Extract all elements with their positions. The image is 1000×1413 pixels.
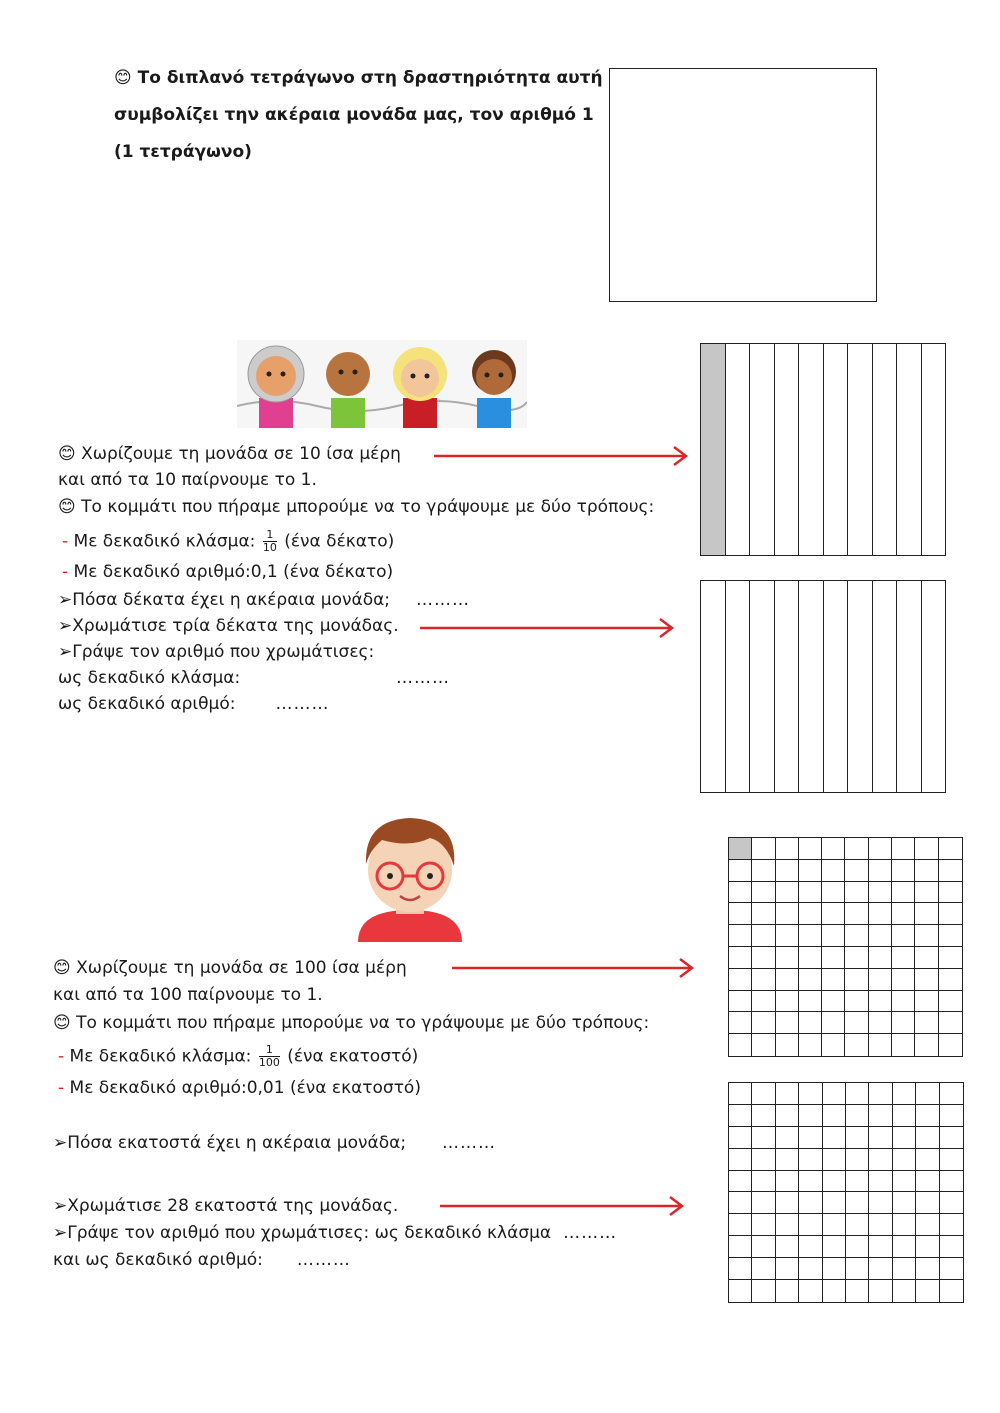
hundredth-cell [939,860,962,882]
hundredth-cell [939,925,962,947]
hundredth-cell[interactable] [799,1258,822,1280]
intro-line-3: (1 τετράγωνο) [114,142,252,162]
hundredth-cell [939,838,962,860]
hundredth-cell[interactable] [940,1236,963,1258]
hundredth-cell[interactable] [799,1214,822,1236]
hundredth-cell[interactable] [729,1280,752,1302]
hundredth-cell[interactable] [823,1171,846,1193]
hundredth-cell[interactable] [823,1214,846,1236]
hundredth-cell[interactable] [893,1105,916,1127]
hundredth-cell [845,838,868,860]
intro-line-2: συμβολίζει την ακέραια μονάδα μας, τον αριθμό 1 [114,105,594,125]
answer-blank: ……… [396,668,450,688]
hundredth-cell [822,1034,845,1056]
hundredth-cell[interactable] [916,1192,939,1214]
hundredth-cell[interactable] [776,1192,799,1214]
tenth-strip [824,344,849,555]
hundredth-cell [752,882,775,904]
hundredth-cell[interactable] [823,1105,846,1127]
hundredth-cell [799,991,822,1013]
hundredth-cell[interactable] [823,1149,846,1171]
tenth-strip [750,344,775,555]
hundredth-cell [939,882,962,904]
hundredth-cell[interactable] [940,1258,963,1280]
hundredth-cell[interactable] [916,1127,939,1149]
hundredth-cell[interactable] [940,1149,963,1171]
hundredth-cell [776,903,799,925]
hundredths-model-example [728,837,963,1057]
hundredth-cell[interactable] [916,1214,939,1236]
fraction-one-tenth: $\frac{1}{10}$ [262,528,277,554]
hundredth-cell[interactable] [916,1083,939,1105]
hundredth-cell [845,925,868,947]
hundredth-cell[interactable] [799,1127,822,1149]
hundredth-cell [776,1034,799,1056]
intro-line-1: 😊 Το διπλανό τετράγωνο στη δραστηριότητα αυτή [114,68,603,88]
hundredth-cell [845,903,868,925]
hundredths-model-exercise[interactable] [728,1082,964,1303]
hundredth-cell [799,1012,822,1034]
hundredth-cell [729,947,752,969]
boy-illustration [338,812,482,942]
hundredth-cell [729,969,752,991]
tenth-strip[interactable] [750,581,775,792]
tenth-strip[interactable] [726,581,751,792]
dash: - [58,1078,65,1098]
hundredth-cell [869,991,892,1013]
hundredth-cell [776,969,799,991]
hundredth-cell [752,838,775,860]
hundredth-cell[interactable] [846,1083,869,1105]
tenths-model-example [700,343,946,556]
hundredth-cell[interactable] [869,1192,892,1214]
hundredth-cell[interactable] [940,1171,963,1193]
hundredth-cell[interactable] [893,1280,916,1302]
hundredth-cell [822,925,845,947]
hundredth-cell[interactable] [916,1280,939,1302]
hundredth-cell [776,838,799,860]
hundredth-cell [892,838,915,860]
hundredth-cell[interactable] [893,1214,916,1236]
tenths-split-line-2: και από τα 10 παίρνουμε το 1. [58,470,317,490]
tenths-ways: 😊 Το κομμάτι που πήραμε μπορούμε να το γράψουμε με δύο τρόπους: [58,497,655,517]
fraction-name: (ένα δέκατο) [284,531,395,552]
hundredth-cell [869,1034,892,1056]
hundredth-cell [822,1012,845,1034]
hundredth-cell[interactable] [776,1214,799,1236]
hundredth-cell [892,947,915,969]
hundredth-cell [776,1012,799,1034]
hundredth-cell [729,860,752,882]
hundredth-cell[interactable] [776,1258,799,1280]
arrow-to-hundredths-example [452,959,692,977]
tenths-question-3: ➢Γράψε τον αριθμό που χρωμάτισες: [58,642,375,662]
hundredth-cell [869,947,892,969]
dash: - [62,562,69,582]
hundredth-cell[interactable] [752,1083,775,1105]
hundredth-cell [822,903,845,925]
decimal-label: Με δεκαδικό αριθμό:0,1 (ένα δέκατο) [73,562,394,582]
hundredth-cell [776,882,799,904]
tenths-as-fraction: ως δεκαδικό κλάσμα: ……… [58,668,450,688]
hundredth-cell [939,947,962,969]
hundredth-cell [799,882,822,904]
hundredth-cell[interactable] [799,1105,822,1127]
hundredth-cell[interactable] [940,1127,963,1149]
tenth-strip [848,344,873,555]
tenth-strip[interactable] [799,581,824,792]
hundredth-cell[interactable] [776,1280,799,1302]
hundredth-cell [892,882,915,904]
hundredth-cell[interactable] [916,1149,939,1171]
hundredth-cell[interactable] [940,1214,963,1236]
hundredths-ways: 😊 Το κομμάτι που πήραμε μπορούμε να το γράψουμε με δύο τρόπους: [53,1013,650,1033]
hundredth-cell [845,947,868,969]
hundredth-cell[interactable] [916,1236,939,1258]
hundredth-cell [776,925,799,947]
hundredth-cell [845,991,868,1013]
hundredth-cell [752,969,775,991]
hundredth-cell [799,903,822,925]
hundredth-cell [845,969,868,991]
fraction-label: Με δεκαδικό κλάσμα: [73,531,256,552]
tenth-strip[interactable] [922,581,946,792]
hundredth-cell[interactable] [823,1236,846,1258]
hundredth-cell [915,925,938,947]
hundredth-cell[interactable] [729,1083,752,1105]
hundredth-cell[interactable] [729,1236,752,1258]
hundredth-cell[interactable] [846,1258,869,1280]
hundredth-cell [776,947,799,969]
hundredth-cell [939,1034,962,1056]
hundredth-cell [845,882,868,904]
hundredth-cell [822,947,845,969]
hundredth-cell[interactable] [893,1171,916,1193]
tenth-strip [897,344,922,555]
hundredth-cell [939,969,962,991]
hundredth-cell[interactable] [940,1105,963,1127]
hundredth-cell [892,903,915,925]
hundredth-cell[interactable] [729,1149,752,1171]
fraction-one-hundredth: $\frac{1}{100}$ [258,1043,280,1069]
answer-blank: ……… [442,1133,497,1153]
hundredth-cell[interactable] [846,1236,869,1258]
hundredth-cell[interactable] [940,1192,963,1214]
tenth-strip[interactable] [824,581,849,792]
hundredth-cell[interactable] [776,1171,799,1193]
hundredth-cell [869,1012,892,1034]
hundredth-cell [915,903,938,925]
hundredth-cell [822,991,845,1013]
dash: - [62,531,69,552]
hundredth-cell[interactable] [799,1280,822,1302]
hundredth-cell[interactable] [823,1258,846,1280]
hundredths-as-decimal: και ως δεκαδικό αριθμό: ……… [53,1250,351,1270]
hundredth-cell [845,1012,868,1034]
hundredth-cell[interactable] [869,1105,892,1127]
hundredth-cell[interactable] [846,1127,869,1149]
hundredth-cell [729,903,752,925]
hundredth-cell[interactable] [940,1280,963,1302]
hundredth-cell [915,991,938,1013]
tenth-strip [775,344,800,555]
hundredth-cell [799,925,822,947]
tenth-strip[interactable] [701,581,726,792]
hundredth-cell[interactable] [729,1192,752,1214]
hundredths-split-line-2: και από τα 100 παίρνουμε το 1. [53,985,323,1005]
hundredth-cell [869,838,892,860]
hundredth-cell [915,882,938,904]
hundredths-fraction-line [58,1044,418,1069]
unit-square [609,68,877,302]
hundredth-cell [869,903,892,925]
hundredth-cell [915,1034,938,1056]
hundredth-cell [752,1012,775,1034]
hundredth-cell[interactable] [893,1149,916,1171]
tenth-strip [726,344,751,555]
hundredths-question-1: ➢Πόσα εκατοστά έχει η ακέραια μονάδα; ……… [53,1133,497,1153]
hundredth-cell[interactable] [940,1083,963,1105]
hundredth-cell [869,925,892,947]
hundredth-cell [845,1034,868,1056]
hundredths-split-line-1: 😊 Χωρίζουμε τη μονάδα σε 100 ίσα μέρη [53,958,407,978]
hundredth-cell[interactable] [869,1149,892,1171]
arrow-to-tenths-example [434,447,686,465]
hundredth-cell [915,947,938,969]
hundredth-cell [822,860,845,882]
hundredth-cell [776,860,799,882]
decimal-label: Με δεκαδικό αριθμό:0,01 (ένα εκατοστό) [69,1078,421,1098]
hundredth-cell[interactable] [823,1083,846,1105]
hundredth-cell[interactable] [916,1258,939,1280]
tenths-question-1: ➢Πόσα δέκατα έχει η ακέραια μονάδα; ……… [58,590,471,610]
hundredth-cell[interactable] [752,1127,775,1149]
hundredth-cell [752,947,775,969]
hundredth-cell [869,860,892,882]
hundredth-cell [799,1034,822,1056]
dash: - [58,1046,65,1067]
hundredth-cell [752,1034,775,1056]
hundredth-cell[interactable] [869,1236,892,1258]
hundredth-cell [822,969,845,991]
hundredth-cell [939,1012,962,1034]
answer-blank: ……… [275,694,330,714]
hundredth-cell [752,903,775,925]
tenths-fraction-line [62,529,394,554]
hundredth-cell[interactable] [846,1105,869,1127]
hundredth-cell[interactable] [893,1236,916,1258]
hundredth-cell[interactable] [846,1192,869,1214]
tenth-strip [873,344,898,555]
tenths-model-exercise[interactable] [700,580,946,793]
children-illustration [237,340,527,428]
hundredth-cell[interactable] [729,1127,752,1149]
fraction-name: (ένα εκατοστό) [287,1046,419,1067]
hundredth-cell [892,1034,915,1056]
hundredth-cell[interactable] [869,1083,892,1105]
arrow-to-hundredths-exercise [440,1197,682,1215]
hundredth-cell [799,860,822,882]
hundredths-question-2: ➢Χρωμάτισε 28 εκατοστά της μονάδας. [53,1196,399,1216]
hundredth-cell[interactable] [869,1127,892,1149]
hundredth-cell[interactable] [823,1127,846,1149]
answer-blank: ……… [416,590,471,610]
tenths-question-2: ➢Χρωμάτισε τρία δέκατα της μονάδας. [58,616,399,636]
hundredth-cell [799,838,822,860]
hundredth-cell[interactable] [869,1214,892,1236]
hundredth-cell [729,1034,752,1056]
hundredth-cell [799,947,822,969]
hundredth-cell [752,860,775,882]
hundredth-cell [822,882,845,904]
hundredth-cell[interactable] [893,1083,916,1105]
hundredth-cell[interactable] [776,1083,799,1105]
hundredth-cell [892,925,915,947]
hundredth-cell[interactable] [799,1083,822,1105]
hundredth-cell[interactable] [776,1149,799,1171]
hundredth-cell[interactable] [893,1258,916,1280]
hundredth-cell [729,1012,752,1034]
hundredth-cell[interactable] [869,1171,892,1193]
hundredth-cell [776,991,799,1013]
hundredth-cell[interactable] [729,1105,752,1127]
hundredth-cell[interactable] [799,1149,822,1171]
hundredth-cell[interactable] [729,1171,752,1193]
hundredth-cell[interactable] [846,1214,869,1236]
hundredth-cell[interactable] [846,1171,869,1193]
tenth-strip [701,344,726,555]
hundredth-cell[interactable] [823,1192,846,1214]
hundredth-cell [892,969,915,991]
hundredth-cell [729,838,752,860]
hundredth-cell [869,969,892,991]
hundredths-question-3: ➢Γράψε τον αριθμό που χρωμάτισες: ως δεκαδικό κλάσμα ……… [53,1223,618,1243]
hundredth-cell [915,969,938,991]
hundredth-cell[interactable] [799,1192,822,1214]
hundredth-cell [892,991,915,1013]
hundredth-cell[interactable] [752,1192,775,1214]
tenth-strip [799,344,824,555]
answer-blank: ……… [563,1223,618,1243]
hundredth-cell[interactable] [752,1171,775,1193]
hundredth-cell[interactable] [799,1171,822,1193]
arrow-to-tenths-exercise [420,619,672,637]
fraction-label: Με δεκαδικό κλάσμα: [69,1046,252,1067]
hundredth-cell[interactable] [752,1258,775,1280]
hundredths-decimal-line [58,1077,421,1099]
hundredth-cell[interactable] [752,1214,775,1236]
hundredth-cell [939,903,962,925]
tenth-strip [922,344,946,555]
hundredth-cell [915,1012,938,1034]
hundredth-cell [822,838,845,860]
tenth-strip[interactable] [897,581,922,792]
hundredth-cell[interactable] [893,1192,916,1214]
hundredth-cell [845,860,868,882]
hundredth-cell[interactable] [846,1280,869,1302]
hundredth-cell [752,925,775,947]
hundredth-cell[interactable] [752,1149,775,1171]
hundredth-cell [915,838,938,860]
hundredth-cell [915,860,938,882]
tenths-decimal-line [62,561,393,583]
hundredth-cell[interactable] [869,1258,892,1280]
hundredth-cell [729,882,752,904]
hundredth-cell[interactable] [729,1258,752,1280]
hundredth-cell[interactable] [776,1236,799,1258]
hundredth-cell[interactable] [916,1171,939,1193]
hundredth-cell[interactable] [846,1149,869,1171]
hundredth-cell[interactable] [776,1105,799,1127]
hundredth-cell[interactable] [776,1127,799,1149]
hundredth-cell [892,1012,915,1034]
tenth-strip[interactable] [775,581,800,792]
tenths-as-decimal: ως δεκαδικό αριθμό: ……… [58,694,330,714]
tenth-strip[interactable] [873,581,898,792]
hundredth-cell[interactable] [752,1280,775,1302]
hundredth-cell[interactable] [752,1236,775,1258]
hundredth-cell[interactable] [799,1236,822,1258]
hundredth-cell [752,991,775,1013]
hundredth-cell [729,925,752,947]
hundredth-cell[interactable] [823,1280,846,1302]
hundredth-cell [729,991,752,1013]
hundredth-cell[interactable] [893,1127,916,1149]
hundredth-cell[interactable] [752,1105,775,1127]
hundredth-cell [869,882,892,904]
hundredth-cell[interactable] [916,1105,939,1127]
hundredth-cell[interactable] [869,1280,892,1302]
tenths-split-line-1: 😊 Χωρίζουμε τη μονάδα σε 10 ίσα μέρη [58,444,401,464]
hundredth-cell [799,969,822,991]
hundredth-cell [892,860,915,882]
tenth-strip[interactable] [848,581,873,792]
answer-blank: ……… [296,1250,351,1270]
hundredth-cell[interactable] [729,1214,752,1236]
hundredth-cell [939,991,962,1013]
